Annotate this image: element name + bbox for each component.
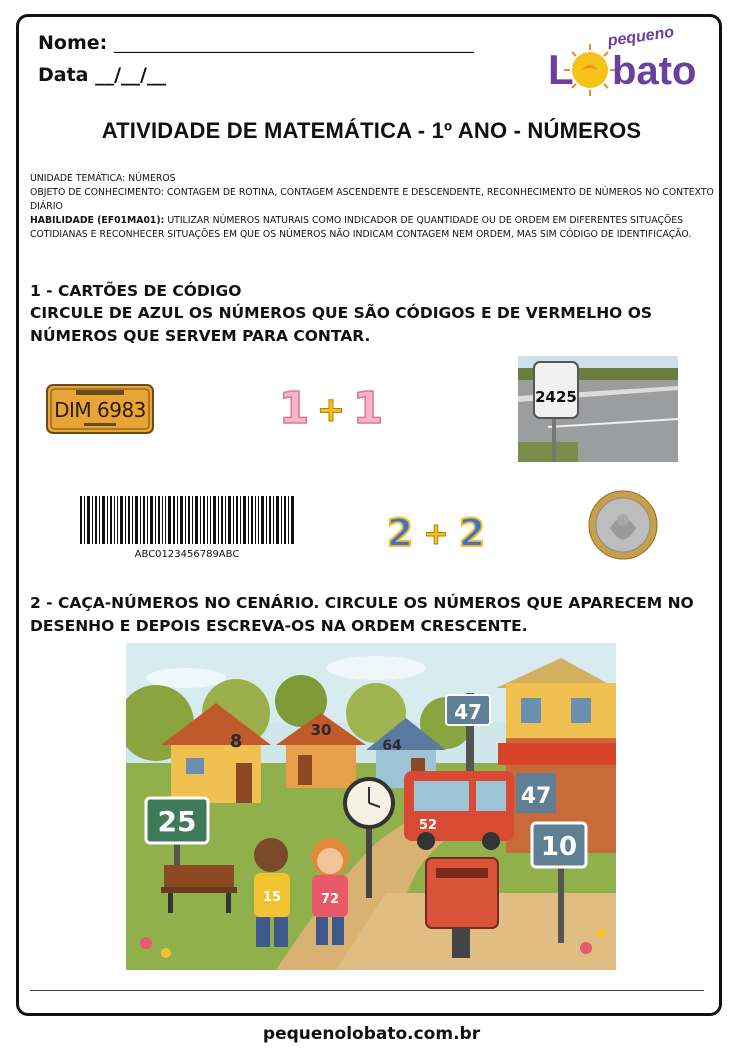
footer-divider: [30, 990, 704, 991]
sum-blue-op: +: [423, 517, 449, 552]
logo-main-text: L: [548, 46, 574, 93]
meta-block: [30, 172, 720, 242]
unit-text: UNIDADE TEMÁTICA: NÚMEROS: [30, 173, 176, 184]
footer-url[interactable]: pequenolobato.com.br: [262, 1024, 481, 1044]
scene-svg: [126, 643, 616, 970]
section1-title: 1 - CARTÕES DE CÓDIGO: [30, 282, 242, 300]
sum-pink-op: +: [316, 390, 346, 429]
boy-shirt-number: 15: [262, 890, 282, 905]
plate-text: DIM 6983: [54, 398, 146, 422]
coin-icon[interactable]: [588, 490, 658, 560]
sign-left-number: 25: [157, 805, 197, 838]
name-label: Nome:: [38, 32, 108, 54]
svg-text:bato: bato: [612, 49, 697, 93]
barcode-text: ABC0123456789ABC: [134, 549, 240, 560]
bus-number: 52: [418, 818, 438, 833]
license-plate[interactable]: [46, 384, 154, 434]
shop-number: 47: [520, 784, 552, 809]
barcode[interactable]: [78, 496, 296, 558]
sum-pink-a: 1: [278, 383, 310, 429]
sum-blue[interactable]: [384, 506, 488, 552]
object-text: OBJETO DE CONHECIMENTO: CONTAGEM DE ROTINA, CONTAGEM ASCENDENTE E DESCENDENTE, RECONHECIMENTO DE NÚMEROS NO CONTEXTO DIÁRIO: [30, 187, 714, 212]
sum-blue-a: 2: [386, 511, 414, 552]
house-mid-number: 30: [310, 721, 332, 739]
sum-blue-b: 2: [458, 511, 486, 552]
girl-shirt-number: 72: [320, 892, 340, 907]
name-field[interactable]: [38, 32, 474, 54]
bus: [404, 771, 514, 850]
section2-title: 2 - CAÇA-NÚMEROS NO CENÁRIO. CIRCULE OS NÚMEROS QUE APARECEM NO DESENHO E DEPOIS ESCREVA-OS NA ORDEM CRESCENTE.: [30, 594, 694, 635]
road-sign-number: 2425: [535, 388, 577, 406]
house-left-number: 8: [229, 731, 243, 752]
date-field[interactable]: Data __/__/__: [38, 64, 166, 86]
house-blue-number: 64: [382, 738, 402, 754]
sign-top-number: 47: [454, 700, 482, 724]
number-hunt-scene[interactable]: [126, 643, 616, 970]
sum-pink[interactable]: [276, 381, 386, 429]
skill-text: HABILIDADE (EF01MA01): UTILIZAR NÚMEROS NATURAIS COMO INDICADOR DE QUANTIDADE OU DE ORDEM EM DIFERENTES SITUAÇÕES COTIDIANAS E RECONHECER SITUAÇÕES EM QUE OS NÚMEROS NÃO INDICAM CONTAGEM NEM ORDEM, MAS SIM CÓDIGO DE IDENTIFICAÇÃO.: [30, 215, 692, 240]
name-line: _____________________________________________: [113, 34, 474, 53]
sum-pink-b: 1: [352, 383, 384, 429]
logo-top-text: pequeno: [606, 23, 676, 50]
sign-right-number: 10: [540, 832, 578, 862]
road-sign-photo[interactable]: [518, 356, 678, 462]
section1-instruction: CIRCULE DE AZUL OS NÚMEROS QUE SÃO CÓDIGOS E DE VERMELHO OS NÚMEROS QUE SERVEM PARA CONTAR.: [30, 304, 653, 345]
page-title: ATIVIDADE DE MATEMÁTICA - 1º ANO - NÚMEROS: [101, 118, 642, 143]
logo: [548, 22, 720, 106]
